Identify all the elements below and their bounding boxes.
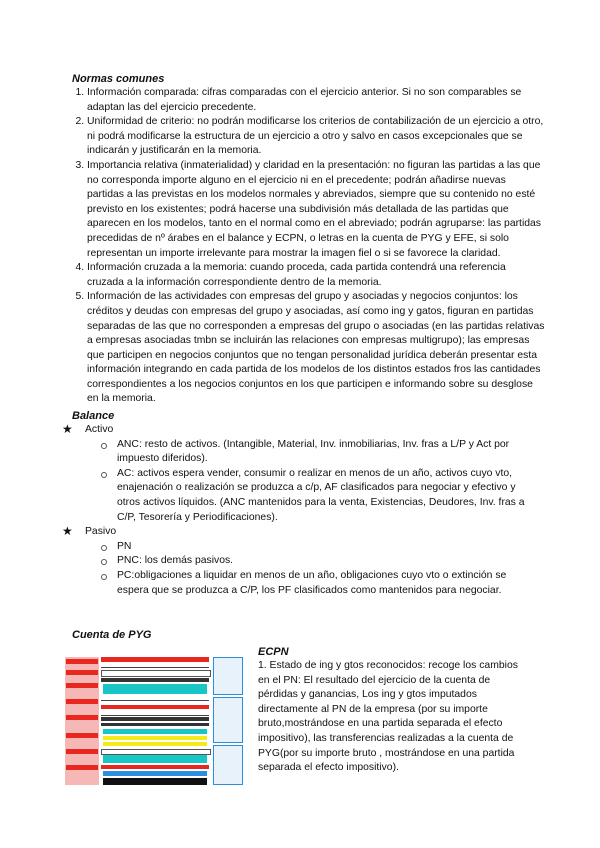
star-icon: ★	[62, 524, 73, 539]
list-item: AC: activos espera vender, consumir o realizar en menos de un año, activos cuyo vto, enajenación o realización se produzca a c/p, AF clasificados para negociar y efectivo y otros activos líquidos. (ANC mantenidos para la venta, Existencias, Deudores, Inv. fras a C/P, Tesorería y Periodificaciones).	[101, 467, 528, 525]
activo-label: Activo	[85, 424, 114, 435]
activo-sublist	[85, 438, 528, 526]
normas-list	[70, 86, 545, 407]
list-item: 5. Información de las actividades con empresas del grupo y asociadas y negocios conjuntos: los créditos y deudas con empresas del grupo y asociadas, así como ing y gatos, figuran en partidas separadas de las que no corresponden a empresas del grupo o asociadas (en las partidas relativas a empresas asociadas tmbn se incluirán las relaciones con empresas multigrupo); las empresas que participen en negocios conjuntos que no tengan personalidad jurídica deberán presentar esta información integrando en cada partida de los modelos de los distintos estados fros las cantidades correspondientes a los negocios conjuntos en los que participen e informando sobre su desglose en la memoria.	[87, 290, 545, 407]
list-item: 1. Información comparada: cifras comparadas con el ejercicio anterior. Si no son comparables se adaptan las del ejercicio precedente.	[87, 86, 545, 115]
circle-bullet-icon	[101, 559, 107, 565]
balance-title: Balance	[72, 410, 115, 422]
list-item: 2. Uniformidad de criterio: no podrán modificarse los criterios de contabilización de un ejercicio a otro, ni podrá modificarse la estructura de un ejercicio a otro y salvo en casos excepcionales que se indicarán y justificarán en la memoria.	[87, 115, 545, 159]
ecpn-list	[258, 659, 530, 776]
pasivo-label: Pasivo	[85, 526, 117, 538]
pasivo-group	[62, 524, 528, 598]
star-icon: ★	[62, 422, 73, 436]
circle-bullet-icon	[101, 545, 107, 551]
list-item: ANC: resto de activos. (Intangible, Material, Inv. inmobiliarias, Inv. fras a L/P y Act por impuesto diferidos).	[101, 438, 528, 467]
list-item: 3. Importancia relativa (inmaterialidad) y claridad en la presentación: no figuran las partidas a las que no corresponda importe alguno en el ejercicio ni en el precedente; podrán añadirse nuevas partidas a las previstas en los modelos normales y abreviados, siempre que su contenido no esté previsto en los existentes; podrá hacerse una subdivisión más detallada de las partidas que aparecen en los modelos, tanto en el normal como en el abreviado; podrán agruparse: las partidas precedidas de nº árabes en el balance y ECPN, o letras en la cuenta de PYG y EFE, si solo representan un importe irrelevante para mostrar la imagen fiel o si se favorece la claridad.	[87, 159, 545, 261]
normas-title: Normas comunes	[72, 73, 165, 85]
ecpn-title: ECPN	[258, 646, 289, 658]
list-item: PN	[101, 540, 528, 555]
pasivo-sublist	[85, 540, 528, 598]
circle-bullet-icon	[101, 472, 107, 478]
list-item: PNC: los demás pasivos.	[101, 554, 528, 569]
list-item: 4. Información cruzada a la memoria: cuando proceda, cada partida contendrá una referencia cruzada a la información correspondiente dentro de la memoria.	[87, 261, 545, 290]
list-item: PC:obligaciones a liquidar en menos de un año, obligaciones cuyo vto o extinción se espera que se produzca a C/P, los PF clasificados como mantenidos para negociar.	[101, 569, 528, 598]
circle-bullet-icon	[101, 443, 107, 449]
list-item: 1. Estado de ing y gtos reconocidos: recoge los cambios en el PN: El resultado del ejercicio de la cuenta de pérdidas y ganancias, Los ing y gtos imputados directamente al PN de la empresa (por su importe bruto,mostrándose en una partida separada el efecto impositivo), las transferencias realizadas a la cuenta de PYG(por su importe bruto , mostrándose en una partida separada el efecto impositivo).	[258, 660, 518, 774]
balance-list	[62, 422, 528, 598]
activo-group	[62, 422, 528, 525]
circle-bullet-icon	[101, 574, 107, 580]
pyg-title: Cuenta de PYG	[72, 629, 152, 641]
pyg-scheme-image	[65, 655, 245, 787]
